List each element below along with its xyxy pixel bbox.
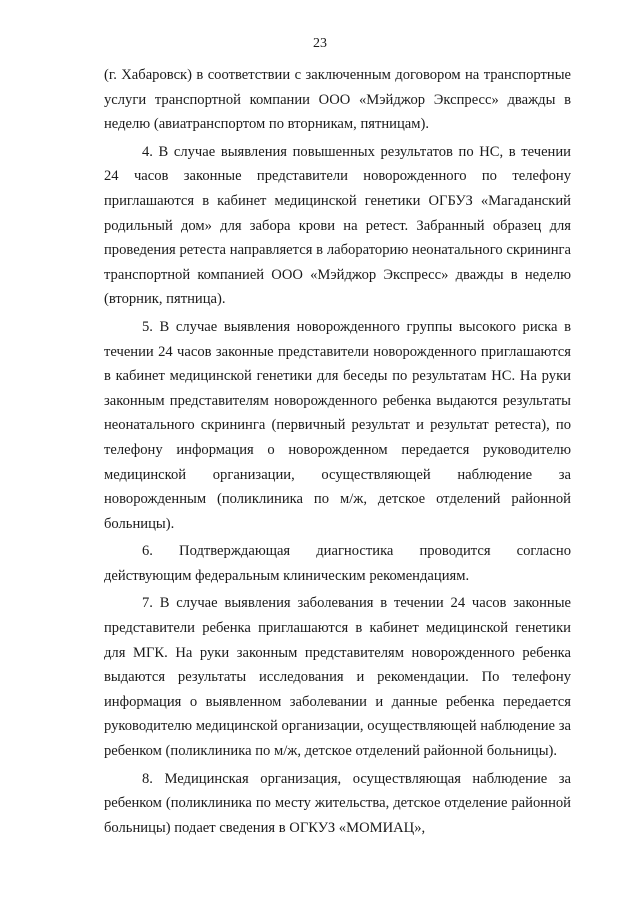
page-number: 23: [313, 36, 327, 51]
paragraph-item-7: 7. В случае выявления заболевания в течении 24 часов законные представители ребенка приглашаются в кабинет медицинской генетики для МГК. На руки законным представителям новорожденного ребенка выдаются результаты исследования и рекомендации. По телефону информация о выявленном заболевании и данные ребенка передается руководителю медицинской организации, осуществляющей наблюдение за ребенком (поликлиника по м/ж, детское отделений районной больницы).: [104, 595, 571, 760]
document-body: [104, 63, 571, 840]
paragraph-item-4: 4. В случае выявления повышенных результатов по НС, в течении 24 часов законные представители новорожденного по телефону приглашаются в кабинет медицинской генетики ОГБУЗ «Магаданский родильный дом» для забора крови на ретест. Забранный образец для проведения ретеста направляется в лабораторию неонатального скрининга транспортной компанией ООО «Мэйджор Экспресс» дважды в неделю (вторник, пятница).: [104, 143, 571, 308]
paragraph-item-5: 5. В случае выявления новорожденного группы высокого риска в течении 24 часов законные представители новорожденного приглашаются в кабинет медицинской генетики для беседы по результатам НС. На руки законным представителям новорожденного ребенка выдаются результаты неонатального скрининга (первичный результат и результат ретеста), по телефону информация о новорожденном передается руководителю медицинской организации, осуществляющей наблюдение за новорожденным (поликлиника по м/ж, детское отделений районной больницы).: [104, 318, 571, 532]
paragraph-item-6: 6. Подтверждающая диагностика проводится согласно действующим федеральным клиническим рекомендациям.: [104, 543, 571, 584]
paragraph-item-8: 8. Медицинская организация, осуществляющая наблюдение за ребенком (поликлиника по месту жительства, детское отделение районной больницы) подает сведения в ОГКУЗ «МОМИАЦ»,: [104, 770, 571, 836]
paragraph-continuation: (г. Хабаровск) в соответствии с заключенным договором на транспортные услуги транспортной компании ООО «Мэйджор Экспресс» дважды в неделю (авиатранспортом по вторникам, пятницам).: [104, 67, 571, 133]
